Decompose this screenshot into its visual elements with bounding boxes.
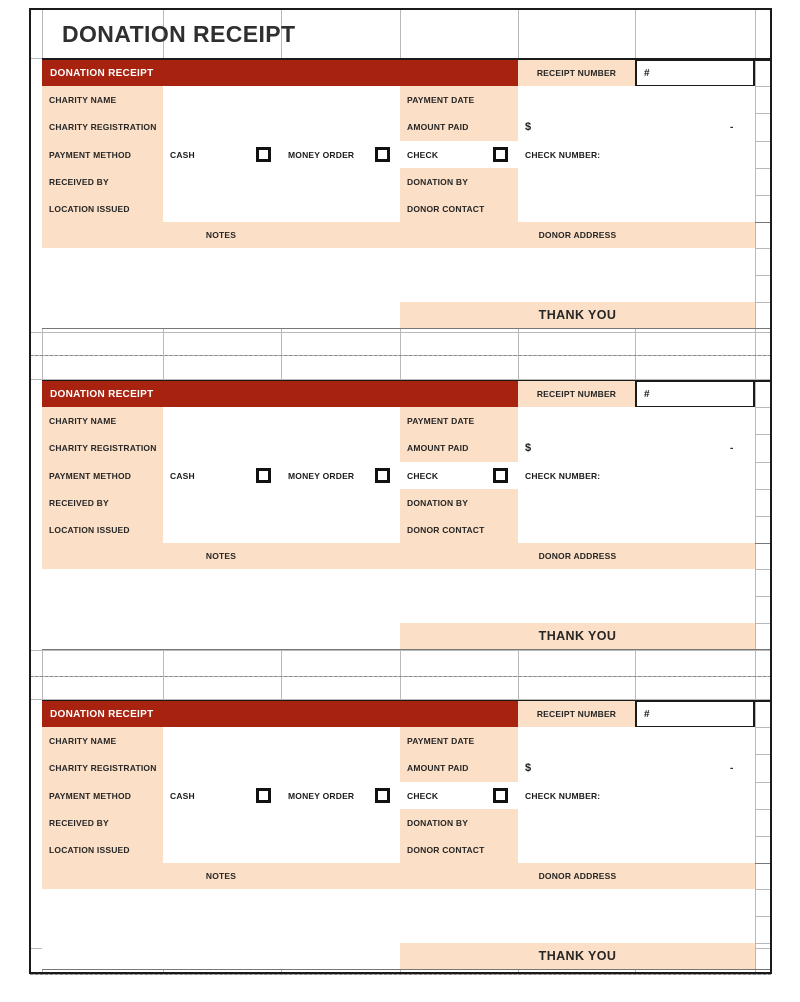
donor-address-input-line1-1[interactable]: [400, 248, 755, 275]
location-issued-input-3[interactable]: [163, 836, 400, 863]
notes-input-line1-1[interactable]: [42, 248, 400, 275]
receipt-banner-2: DONATION RECEIPT: [42, 381, 518, 407]
grid-hline-1-9: [42, 328, 771, 329]
amount-paid-label-3: AMOUNT PAID: [400, 754, 518, 782]
donor-contact-input-3[interactable]: [518, 836, 755, 863]
amount-paid-input-2[interactable]: [518, 434, 755, 462]
charity-registration-input-1[interactable]: [163, 113, 400, 141]
notes-input-line3-3[interactable]: [42, 943, 400, 969]
receipt-number-input-3[interactable]: #: [635, 700, 755, 728]
page-break-indicator-2: [30, 974, 771, 975]
amount-paid-label-1: AMOUNT PAID: [400, 113, 518, 141]
receipt-banner-3: DONATION RECEIPT: [42, 701, 518, 727]
donor-contact-label-1: DONOR CONTACT: [400, 195, 518, 222]
donor-contact-input-2[interactable]: [518, 516, 755, 543]
payment-option-check-1[interactable]: CHECK: [400, 141, 518, 168]
charity-name-input-2[interactable]: [163, 407, 400, 434]
spacer-hline-4: [30, 650, 771, 651]
amount-paid-value-1: -: [730, 122, 734, 133]
notes-input-line1-2[interactable]: [42, 569, 400, 596]
page-break-indicator-1: [30, 676, 771, 677]
amount-paid-input-3[interactable]: [518, 754, 755, 782]
receipt-banner-1: DONATION RECEIPT: [42, 60, 518, 86]
notes-input-line3-1[interactable]: [42, 302, 400, 328]
donation-by-label-3: DONATION BY: [400, 809, 518, 836]
donor-address-input-line2-3[interactable]: [400, 916, 755, 943]
donation-by-label-1: DONATION BY: [400, 168, 518, 195]
notes-input-line2-3[interactable]: [42, 916, 400, 943]
location-issued-label-2: LOCATION ISSUED: [42, 516, 163, 543]
amount-currency-symbol-1: $: [525, 121, 532, 133]
charity-name-input-3[interactable]: [163, 727, 400, 754]
payment-option-cash-3[interactable]: CASH: [163, 782, 281, 809]
amount-paid-label-2: AMOUNT PAID: [400, 434, 518, 462]
charity-registration-input-2[interactable]: [163, 434, 400, 462]
receipt-number-label-2: RECEIPT NUMBER: [518, 381, 635, 407]
payment-date-label-2: PAYMENT DATE: [400, 407, 518, 434]
received-by-input-3[interactable]: [163, 809, 400, 836]
donation-by-input-3[interactable]: [518, 809, 755, 836]
received-by-input-1[interactable]: [163, 168, 400, 195]
received-by-label-1: RECEIVED BY: [42, 168, 163, 195]
notes-input-line2-1[interactable]: [42, 275, 400, 302]
donor-address-input-line2-2[interactable]: [400, 596, 755, 623]
spacer-hline-1: [30, 332, 771, 333]
page-title: DONATION RECEIPT: [62, 20, 296, 47]
donation-by-label-2: DONATION BY: [400, 489, 518, 516]
donor-contact-label-3: DONOR CONTACT: [400, 836, 518, 863]
charity-registration-label-2: CHARITY REGISTRATION: [42, 434, 163, 462]
charity-name-label-1: CHARITY NAME: [42, 86, 163, 113]
payment-date-input-1[interactable]: [518, 86, 755, 113]
charity-registration-label-3: CHARITY REGISTRATION: [42, 754, 163, 782]
check-number-label-1: CHECK NUMBER:: [518, 141, 635, 168]
checkbox-check-1[interactable]: [493, 147, 508, 162]
notes-input-line3-2[interactable]: [42, 623, 400, 649]
payment-option-check-2[interactable]: CHECK: [400, 462, 518, 489]
notes-header-1: NOTES: [42, 222, 400, 248]
charity-registration-label-1: CHARITY REGISTRATION: [42, 113, 163, 141]
checkbox-money-order-3[interactable]: [375, 788, 390, 803]
check-number-input-3[interactable]: [635, 782, 755, 809]
received-by-label-2: RECEIVED BY: [42, 489, 163, 516]
notes-header-2: NOTES: [42, 543, 400, 569]
payment-method-label-1: PAYMENT METHOD: [42, 141, 163, 168]
check-number-input-2[interactable]: [635, 462, 755, 489]
checkbox-cash-1[interactable]: [256, 147, 271, 162]
payment-option-check-3[interactable]: CHECK: [400, 782, 518, 809]
received-by-label-3: RECEIVED BY: [42, 809, 163, 836]
grid-vline-gutter: [30, 8, 31, 974]
donor-address-input-line1-3[interactable]: [400, 889, 755, 916]
thank-you-banner-3: THANK YOU: [400, 943, 755, 969]
receipt-number-label-3: RECEIPT NUMBER: [518, 701, 635, 727]
checkbox-check-3[interactable]: [493, 788, 508, 803]
location-issued-label-1: LOCATION ISSUED: [42, 195, 163, 222]
donor-address-header-1: DONOR ADDRESS: [400, 222, 755, 248]
grid-vline-6: [755, 8, 756, 974]
payment-option-cash-1[interactable]: CASH: [163, 141, 281, 168]
receipt-number-input-2[interactable]: #: [635, 380, 755, 408]
checkbox-cash-3[interactable]: [256, 788, 271, 803]
charity-name-input-1[interactable]: [163, 86, 400, 113]
amount-paid-value-2: -: [730, 443, 734, 454]
page-break-indicator-0: [30, 355, 771, 356]
payment-option-money-order-2[interactable]: MONEY ORDER: [281, 462, 400, 489]
donor-address-header-3: DONOR ADDRESS: [400, 863, 755, 889]
checkbox-money-order-1[interactable]: [375, 147, 390, 162]
donor-contact-label-2: DONOR CONTACT: [400, 516, 518, 543]
grid-hline-3-9: [42, 969, 771, 970]
checkbox-check-2[interactable]: [493, 468, 508, 483]
payment-date-label-1: PAYMENT DATE: [400, 86, 518, 113]
donation-by-input-1[interactable]: [518, 168, 755, 195]
thank-you-banner-2: THANK YOU: [400, 623, 755, 649]
notes-input-line2-2[interactable]: [42, 596, 400, 623]
payment-date-input-3[interactable]: [518, 727, 755, 754]
payment-date-label-3: PAYMENT DATE: [400, 727, 518, 754]
amount-currency-symbol-3: $: [525, 762, 532, 774]
checkbox-cash-2[interactable]: [256, 468, 271, 483]
donor-address-input-line2-1[interactable]: [400, 275, 755, 302]
payment-option-money-order-1[interactable]: MONEY ORDER: [281, 141, 400, 168]
payment-date-input-2[interactable]: [518, 407, 755, 434]
donor-address-header-2: DONOR ADDRESS: [400, 543, 755, 569]
location-issued-input-1[interactable]: [163, 195, 400, 222]
charity-name-label-3: CHARITY NAME: [42, 727, 163, 754]
notes-header-3: NOTES: [42, 863, 400, 889]
payment-option-money-order-3[interactable]: MONEY ORDER: [281, 782, 400, 809]
location-issued-label-3: LOCATION ISSUED: [42, 836, 163, 863]
amount-paid-input-1[interactable]: [518, 113, 755, 141]
location-issued-input-2[interactable]: [163, 516, 400, 543]
payment-method-label-2: PAYMENT METHOD: [42, 462, 163, 489]
charity-name-label-2: CHARITY NAME: [42, 407, 163, 434]
receipt-number-input-1[interactable]: #: [635, 59, 755, 87]
notes-input-line1-3[interactable]: [42, 889, 400, 916]
check-number-label-2: CHECK NUMBER:: [518, 462, 635, 489]
received-by-input-2[interactable]: [163, 489, 400, 516]
thank-you-banner-1: THANK YOU: [400, 302, 755, 328]
amount-currency-symbol-2: $: [525, 442, 532, 454]
payment-option-cash-2[interactable]: CASH: [163, 462, 281, 489]
donor-contact-input-1[interactable]: [518, 195, 755, 222]
check-number-label-3: CHECK NUMBER:: [518, 782, 635, 809]
checkbox-money-order-2[interactable]: [375, 468, 390, 483]
donor-address-input-line1-2[interactable]: [400, 569, 755, 596]
amount-paid-value-3: -: [730, 763, 734, 774]
receipt-number-label-1: RECEIPT NUMBER: [518, 60, 635, 86]
check-number-input-1[interactable]: [635, 141, 755, 168]
charity-registration-input-3[interactable]: [163, 754, 400, 782]
donation-by-input-2[interactable]: [518, 489, 755, 516]
payment-method-label-3: PAYMENT METHOD: [42, 782, 163, 809]
